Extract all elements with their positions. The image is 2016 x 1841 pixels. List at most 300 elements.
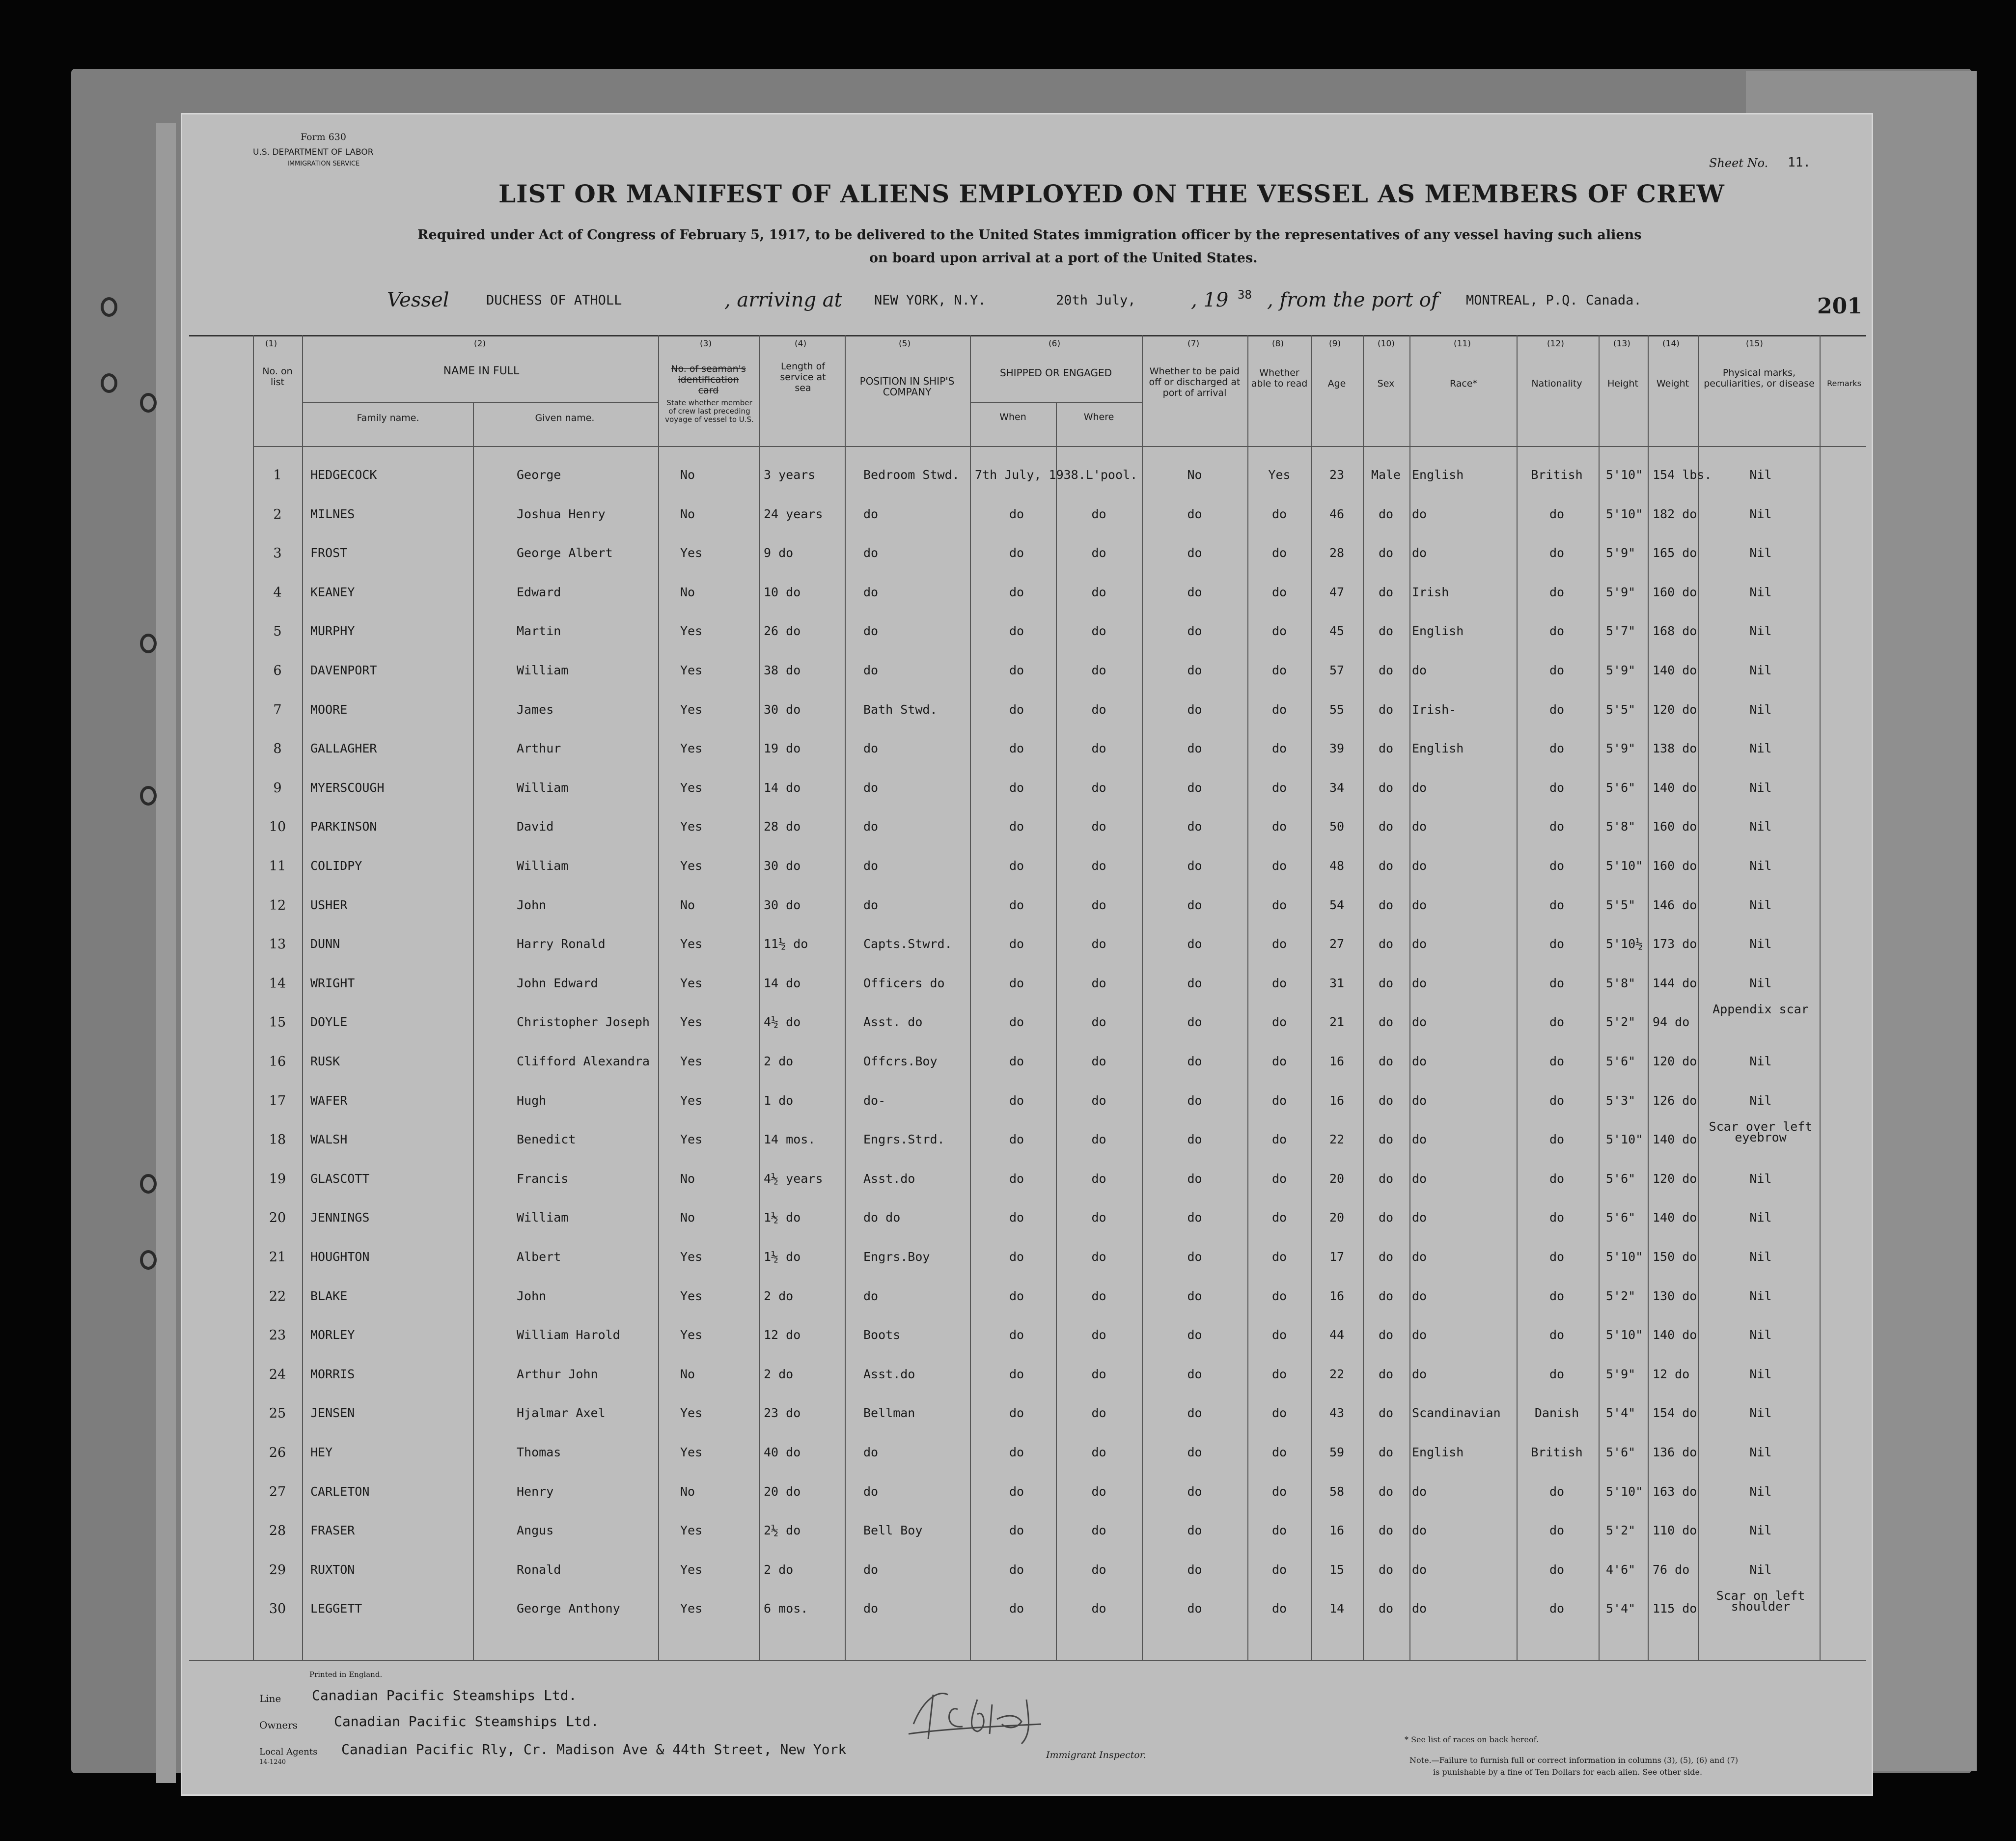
shipped-when: do <box>1009 1406 1024 1421</box>
paid-off: do <box>1187 897 1202 912</box>
weight: 146 do <box>1653 897 1697 912</box>
col-header-paid-off: Whether to be paid off or discharged at port of arrival <box>1149 366 1241 398</box>
given-name: David <box>517 819 554 834</box>
given-name: William <box>517 1210 569 1225</box>
family-name: MOORE <box>310 702 348 717</box>
height: 5'8" <box>1606 976 1636 990</box>
nationality: do <box>1549 780 1565 795</box>
race: do <box>1412 897 1427 912</box>
position: do <box>863 1562 879 1577</box>
weight: 130 do <box>1653 1288 1697 1303</box>
row-number: 4 <box>273 585 282 600</box>
row-number: 18 <box>269 1132 286 1148</box>
family-name: GALLAGHER <box>310 741 377 756</box>
family-name: GLASCOTT <box>310 1171 370 1186</box>
family-name: DAVENPORT <box>310 663 377 677</box>
shipped-when: do <box>1009 780 1024 795</box>
sex: do <box>1378 1367 1394 1381</box>
row-number: 10 <box>269 819 286 835</box>
shipped-where: do <box>1091 1093 1106 1108</box>
length-of-service: 2 do <box>764 1288 794 1303</box>
shipped-where: do <box>1091 1601 1106 1616</box>
year-suffix: 38 <box>1238 288 1252 302</box>
given-name: Angus <box>517 1523 554 1538</box>
able-to-read: Yes <box>1268 468 1291 482</box>
crew-last-voyage: Yes <box>680 1015 703 1030</box>
col-divider <box>473 402 474 1661</box>
length-of-service: 23 do <box>764 1406 801 1421</box>
col-header-race: Race* <box>1449 378 1478 389</box>
row-number: 3 <box>273 546 282 561</box>
family-name: PARKINSON <box>310 819 377 834</box>
row-number: 12 <box>269 897 286 913</box>
col-num-7: (7) <box>1188 339 1200 349</box>
crew-last-voyage: Yes <box>680 702 703 717</box>
col-num-13: (13) <box>1613 339 1630 349</box>
position: do <box>863 819 879 834</box>
col-num-2: (2) <box>474 339 486 349</box>
family-name: LEGGETT <box>310 1601 362 1616</box>
binder-ring-icon <box>101 297 117 317</box>
from-port-label: , from the port of <box>1267 289 1438 311</box>
weight: 165 do <box>1653 546 1697 560</box>
age: 23 <box>1329 468 1345 482</box>
weight: 168 do <box>1653 624 1697 639</box>
length-of-service: 30 do <box>764 702 801 717</box>
age: 55 <box>1329 702 1345 717</box>
vessel-label: Vessel <box>387 289 449 311</box>
sex: do <box>1378 819 1394 834</box>
able-to-read: do <box>1271 624 1287 639</box>
shipped-where: do <box>1091 1445 1106 1459</box>
shipped-where: do <box>1091 663 1106 677</box>
able-to-read: do <box>1271 546 1287 560</box>
sex: do <box>1378 741 1394 756</box>
sex: do <box>1378 1445 1394 1459</box>
shipped-where: do <box>1091 819 1106 834</box>
given-name: Arthur John <box>517 1367 598 1381</box>
sex: do <box>1378 1328 1394 1342</box>
age: 21 <box>1329 1015 1345 1030</box>
position: Asst.do <box>863 1171 915 1186</box>
weight: 120 do <box>1653 702 1697 717</box>
length-of-service: 2 do <box>764 1367 794 1381</box>
crew-last-voyage: Yes <box>680 976 703 990</box>
length-of-service: 14 mos. <box>764 1132 816 1147</box>
nationality: do <box>1549 1132 1565 1147</box>
row-number: 2 <box>273 506 282 522</box>
able-to-read: do <box>1271 1445 1287 1459</box>
page-stamp: 201 <box>1817 294 1862 319</box>
weight: 160 do <box>1653 819 1697 834</box>
family-name: FROST <box>310 546 348 560</box>
position: do <box>863 1445 879 1459</box>
height: 5'10" <box>1606 468 1643 482</box>
age: 15 <box>1329 1562 1345 1577</box>
col-num-1: (1) <box>265 339 277 349</box>
paid-off: do <box>1187 702 1202 717</box>
col-divider <box>253 335 254 1661</box>
age: 43 <box>1329 1406 1345 1421</box>
inspector-label: Immigrant Inspector. <box>1046 1750 1146 1760</box>
department-label: U.S. DEPARTMENT OF LABOR <box>253 147 374 157</box>
physical-marks: Nil <box>1749 1445 1772 1459</box>
crew-last-voyage: Yes <box>680 663 703 677</box>
crew-last-voyage: Yes <box>680 1406 703 1421</box>
family-name: HOUGHTON <box>310 1250 370 1264</box>
physical-marks: Nil <box>1749 585 1772 599</box>
shipped-where: do <box>1091 624 1106 639</box>
col-num-12: (12) <box>1547 339 1564 349</box>
paid-off: do <box>1187 1171 1202 1186</box>
col-header-shipped: SHIPPED OR ENGAGED <box>999 367 1112 379</box>
manifest-sheet <box>181 113 1873 1796</box>
col-divider <box>845 335 846 1661</box>
given-name: James <box>517 702 554 717</box>
able-to-read: do <box>1271 1132 1287 1147</box>
page-title: LIST OR MANIFEST OF ALIENS EMPLOYED ON THE VESSEL AS MEMBERS OF CREW <box>498 179 1725 208</box>
shipped-where: do <box>1091 1328 1106 1342</box>
paid-off: do <box>1187 624 1202 639</box>
shipped-when: do <box>1009 1210 1024 1225</box>
shipped-where: do <box>1091 1562 1106 1577</box>
arriving-label: , arriving at <box>724 289 842 311</box>
height: 5'9" <box>1606 1367 1636 1381</box>
weight: 140 do <box>1653 663 1697 677</box>
nationality: do <box>1549 741 1565 756</box>
col-num-10: (10) <box>1378 339 1395 349</box>
able-to-read: do <box>1271 506 1287 521</box>
crew-last-voyage: Yes <box>680 624 703 639</box>
col-num-11: (11) <box>1454 339 1471 349</box>
shipped-where: do <box>1091 937 1106 951</box>
nationality: do <box>1549 1171 1565 1186</box>
row-number: 16 <box>269 1054 286 1069</box>
length-of-service: 30 do <box>764 897 801 912</box>
paid-off: do <box>1187 937 1202 951</box>
height: 4'6" <box>1606 1562 1636 1577</box>
binder-ring-icon <box>140 393 157 413</box>
sex: do <box>1378 1015 1394 1030</box>
row-number: 13 <box>269 937 286 952</box>
row-number: 8 <box>273 741 282 757</box>
col-divider <box>1311 335 1312 1661</box>
length-of-service: 20 do <box>764 1484 801 1499</box>
given-name: Henry <box>517 1484 554 1499</box>
nationality: do <box>1549 1523 1565 1538</box>
physical-marks: Nil <box>1749 1406 1772 1421</box>
given-name: George Anthony <box>517 1601 620 1616</box>
row-number: 11 <box>269 859 286 874</box>
nationality: do <box>1549 897 1565 912</box>
sex: do <box>1378 1288 1394 1303</box>
vessel-name: DUCHESS OF ATHOLL <box>486 293 622 308</box>
race: do <box>1412 1328 1427 1342</box>
paid-off: do <box>1187 1054 1202 1068</box>
crew-last-voyage: No <box>680 1367 695 1381</box>
position: do <box>863 585 879 599</box>
length-of-service: 9 do <box>764 546 794 560</box>
paid-off: do <box>1187 1601 1202 1616</box>
height: 5'6" <box>1606 780 1636 795</box>
length-of-service: 40 do <box>764 1445 801 1459</box>
weight: 150 do <box>1653 1250 1697 1264</box>
given-name: Albert <box>517 1250 561 1264</box>
sheet-label: Sheet No. <box>1709 156 1768 170</box>
able-to-read: do <box>1271 780 1287 795</box>
physical-marks: Nil <box>1749 1523 1772 1538</box>
arriving-port: NEW YORK, N.Y. <box>874 293 986 308</box>
crew-last-voyage: Yes <box>680 937 703 951</box>
row-number: 28 <box>269 1523 286 1539</box>
race: do <box>1412 819 1427 834</box>
col-header-able-read: Whether able to read <box>1251 367 1308 389</box>
position: Boots <box>863 1328 901 1342</box>
shipped-where: do <box>1091 1054 1106 1068</box>
able-to-read: do <box>1271 859 1287 873</box>
age: 34 <box>1329 780 1345 795</box>
length-of-service: 26 do <box>764 624 801 639</box>
owners-value: Canadian Pacific Steamships Ltd. <box>334 1713 599 1729</box>
crew-last-voyage: Yes <box>680 1054 703 1068</box>
height: 5'7" <box>1606 624 1636 639</box>
col-divider <box>302 335 303 1661</box>
position: Asst. do <box>863 1015 923 1030</box>
position: Capts.Stwrd. <box>863 937 952 951</box>
able-to-read: do <box>1271 1171 1287 1186</box>
local-agents-label: Local Agents <box>259 1747 318 1757</box>
race: Irish <box>1412 585 1449 599</box>
shipped-when: do <box>1009 937 1024 951</box>
height: 5'10" <box>1606 859 1643 873</box>
age: 27 <box>1329 937 1345 951</box>
fine-note-line-2: is punishable by a fine of Ten Dollars for each alien. See other side. <box>1433 1767 1703 1777</box>
row-number: 6 <box>273 663 282 678</box>
given-name: Christopher Joseph <box>517 1015 650 1030</box>
position: do do <box>863 1210 901 1225</box>
shipped-when: do <box>1009 819 1024 834</box>
sex: do <box>1378 506 1394 521</box>
shipped-when: do <box>1009 585 1024 599</box>
nationality: do <box>1549 1601 1565 1616</box>
position: do <box>863 1484 879 1499</box>
length-of-service: 1½ do <box>764 1210 801 1225</box>
nationality: do <box>1549 1210 1565 1225</box>
row-number: 15 <box>269 1015 286 1031</box>
shipped-when: do <box>1009 1132 1024 1147</box>
paid-off: do <box>1187 506 1202 521</box>
family-name: MILNES <box>310 506 355 521</box>
given-name: John Edward <box>517 976 598 990</box>
family-name: WALSH <box>310 1132 348 1147</box>
race: do <box>1412 1210 1427 1225</box>
row-number: 23 <box>269 1328 286 1343</box>
row-number: 14 <box>269 976 286 991</box>
nationality: British <box>1531 1445 1583 1459</box>
crew-last-voyage: Yes <box>680 1288 703 1303</box>
age: 50 <box>1329 819 1345 834</box>
given-name: Edward <box>517 585 561 599</box>
col-header-position: POSITION IN SHIP'S COMPANY <box>859 375 955 398</box>
table-bottom-rule <box>189 1660 1866 1661</box>
shipped-where: do <box>1091 1367 1106 1381</box>
height: 5'10½ <box>1606 937 1643 951</box>
shipped-when: do <box>1009 1523 1024 1538</box>
length-of-service: 28 do <box>764 819 801 834</box>
shipped-where: do <box>1091 702 1106 717</box>
length-of-service: 10 do <box>764 585 801 599</box>
race: do <box>1412 1054 1427 1068</box>
physical-marks: Nil <box>1749 859 1772 873</box>
nationality: do <box>1549 585 1565 599</box>
nationality: do <box>1549 1328 1565 1342</box>
paid-off: do <box>1187 585 1202 599</box>
shipped-where: do <box>1091 897 1106 912</box>
given-name: Hugh <box>517 1093 547 1108</box>
physical-marks: Nil <box>1749 546 1772 560</box>
nationality: do <box>1549 1093 1565 1108</box>
height: 5'10" <box>1606 1328 1643 1342</box>
sex: do <box>1378 663 1394 677</box>
family-name: COLIDPY <box>310 859 362 873</box>
position: do <box>863 859 879 873</box>
length-of-service: 2 do <box>764 1562 794 1577</box>
nationality: Danish <box>1534 1406 1579 1421</box>
race: do <box>1412 1132 1427 1147</box>
row-number: 22 <box>269 1288 286 1304</box>
age: 28 <box>1329 546 1345 560</box>
local-agents-code: 14-1240 <box>259 1758 286 1766</box>
family-name: MORLEY <box>310 1328 355 1342</box>
physical-marks: Nil <box>1749 1367 1772 1381</box>
shipped-when: do <box>1009 506 1024 521</box>
race: do <box>1412 1523 1427 1538</box>
shipped-when: do <box>1009 1171 1024 1186</box>
col-num-6: (6) <box>1049 339 1061 349</box>
able-to-read: do <box>1271 1484 1287 1499</box>
paid-off: do <box>1187 780 1202 795</box>
row-number: 7 <box>273 702 282 718</box>
sex: do <box>1378 1132 1394 1147</box>
nationality: do <box>1549 819 1565 834</box>
family-name: KEANEY <box>310 585 355 599</box>
given-name: Clifford Alexandra <box>517 1054 650 1068</box>
height: 5'4" <box>1606 1601 1636 1616</box>
race: English <box>1412 1445 1464 1459</box>
given-name: Hjalmar Axel <box>517 1406 606 1421</box>
age: 31 <box>1329 976 1345 990</box>
shipped-where: do <box>1091 741 1106 756</box>
fine-note-line-1: Note.—Failure to furnish full or correct information in columns (3), (5), (6) and (7) <box>1409 1756 1739 1765</box>
sex: Male <box>1371 468 1401 482</box>
weight: 140 do <box>1653 1328 1697 1342</box>
height: 5'8" <box>1606 819 1636 834</box>
binder-ring-icon <box>140 1174 157 1194</box>
col-header-name-in-full: NAME IN FULL <box>443 365 520 377</box>
weight: 182 do <box>1653 506 1697 521</box>
race: do <box>1412 1288 1427 1303</box>
weight: 173 do <box>1653 937 1697 951</box>
able-to-read: do <box>1271 1015 1287 1030</box>
from-port: MONTREAL, P.Q. Canada. <box>1466 293 1642 308</box>
weight: 140 do <box>1653 1210 1697 1225</box>
col-divider <box>1247 335 1248 1661</box>
physical-marks: Appendix scar <box>1712 1002 1809 1017</box>
col-num-5: (5) <box>899 339 911 349</box>
race: do <box>1412 1015 1427 1030</box>
given-name: George Albert <box>517 546 613 560</box>
nationality: do <box>1549 702 1565 717</box>
nationality: do <box>1549 1015 1565 1030</box>
given-name: William Harold <box>517 1328 620 1342</box>
nationality: do <box>1549 506 1565 521</box>
col-divider <box>658 335 659 1661</box>
height: 5'2" <box>1606 1015 1636 1030</box>
arrival-date: 20th July, <box>1056 293 1136 308</box>
row-number: 27 <box>269 1484 286 1500</box>
shipped-where: do <box>1091 976 1106 990</box>
table-top-rule <box>189 335 1866 336</box>
age: 17 <box>1329 1250 1345 1264</box>
race: do <box>1412 1601 1427 1616</box>
paid-off: do <box>1187 546 1202 560</box>
age: 54 <box>1329 897 1345 912</box>
sex: do <box>1378 546 1394 560</box>
sex: do <box>1378 1484 1394 1499</box>
col-num-8: (8) <box>1272 339 1284 349</box>
race: do <box>1412 1484 1427 1499</box>
weight: 160 do <box>1653 585 1697 599</box>
given-name: John <box>517 897 547 912</box>
weight: 154 do <box>1653 1406 1697 1421</box>
sex: do <box>1378 1523 1394 1538</box>
family-name: FRASER <box>310 1523 355 1538</box>
given-name: Joshua Henry <box>517 506 606 521</box>
sex: do <box>1378 1093 1394 1108</box>
shipped-where: do <box>1091 1406 1106 1421</box>
height: 5'9" <box>1606 585 1636 599</box>
race: do <box>1412 1093 1427 1108</box>
able-to-read: do <box>1271 1367 1287 1381</box>
paid-off: do <box>1187 1250 1202 1264</box>
able-to-read: do <box>1271 1406 1287 1421</box>
subtitle-line-1: Required under Act of Congress of February 5, 1917, to be delivered to the United States immigration officer by the representatives of any vessel having such aliens <box>417 227 1642 243</box>
family-name: RUSK <box>310 1054 340 1068</box>
sex: do <box>1378 585 1394 599</box>
races-note: * See list of races on back hereof. <box>1405 1735 1539 1744</box>
given-name: Thomas <box>517 1445 561 1459</box>
crew-last-voyage: Yes <box>680 1132 703 1147</box>
sex: do <box>1378 780 1394 795</box>
nationality: do <box>1549 663 1565 677</box>
physical-marks: Nil <box>1749 741 1772 756</box>
paid-off: do <box>1187 1523 1202 1538</box>
race: do <box>1412 859 1427 873</box>
nationality: do <box>1549 1367 1565 1381</box>
shipped-when: do <box>1009 1054 1024 1068</box>
able-to-read: do <box>1271 702 1287 717</box>
col-header-remarks: Remarks <box>1827 379 1861 388</box>
weight: 163 do <box>1653 1484 1697 1499</box>
family-name: DOYLE <box>310 1015 348 1030</box>
age: 20 <box>1329 1210 1345 1225</box>
col-header-where: Where <box>1083 412 1114 422</box>
able-to-read: do <box>1271 819 1287 834</box>
paid-off: No <box>1187 468 1202 482</box>
crew-last-voyage: Yes <box>680 1328 703 1342</box>
family-name: JENNINGS <box>310 1210 370 1225</box>
sex: do <box>1378 702 1394 717</box>
